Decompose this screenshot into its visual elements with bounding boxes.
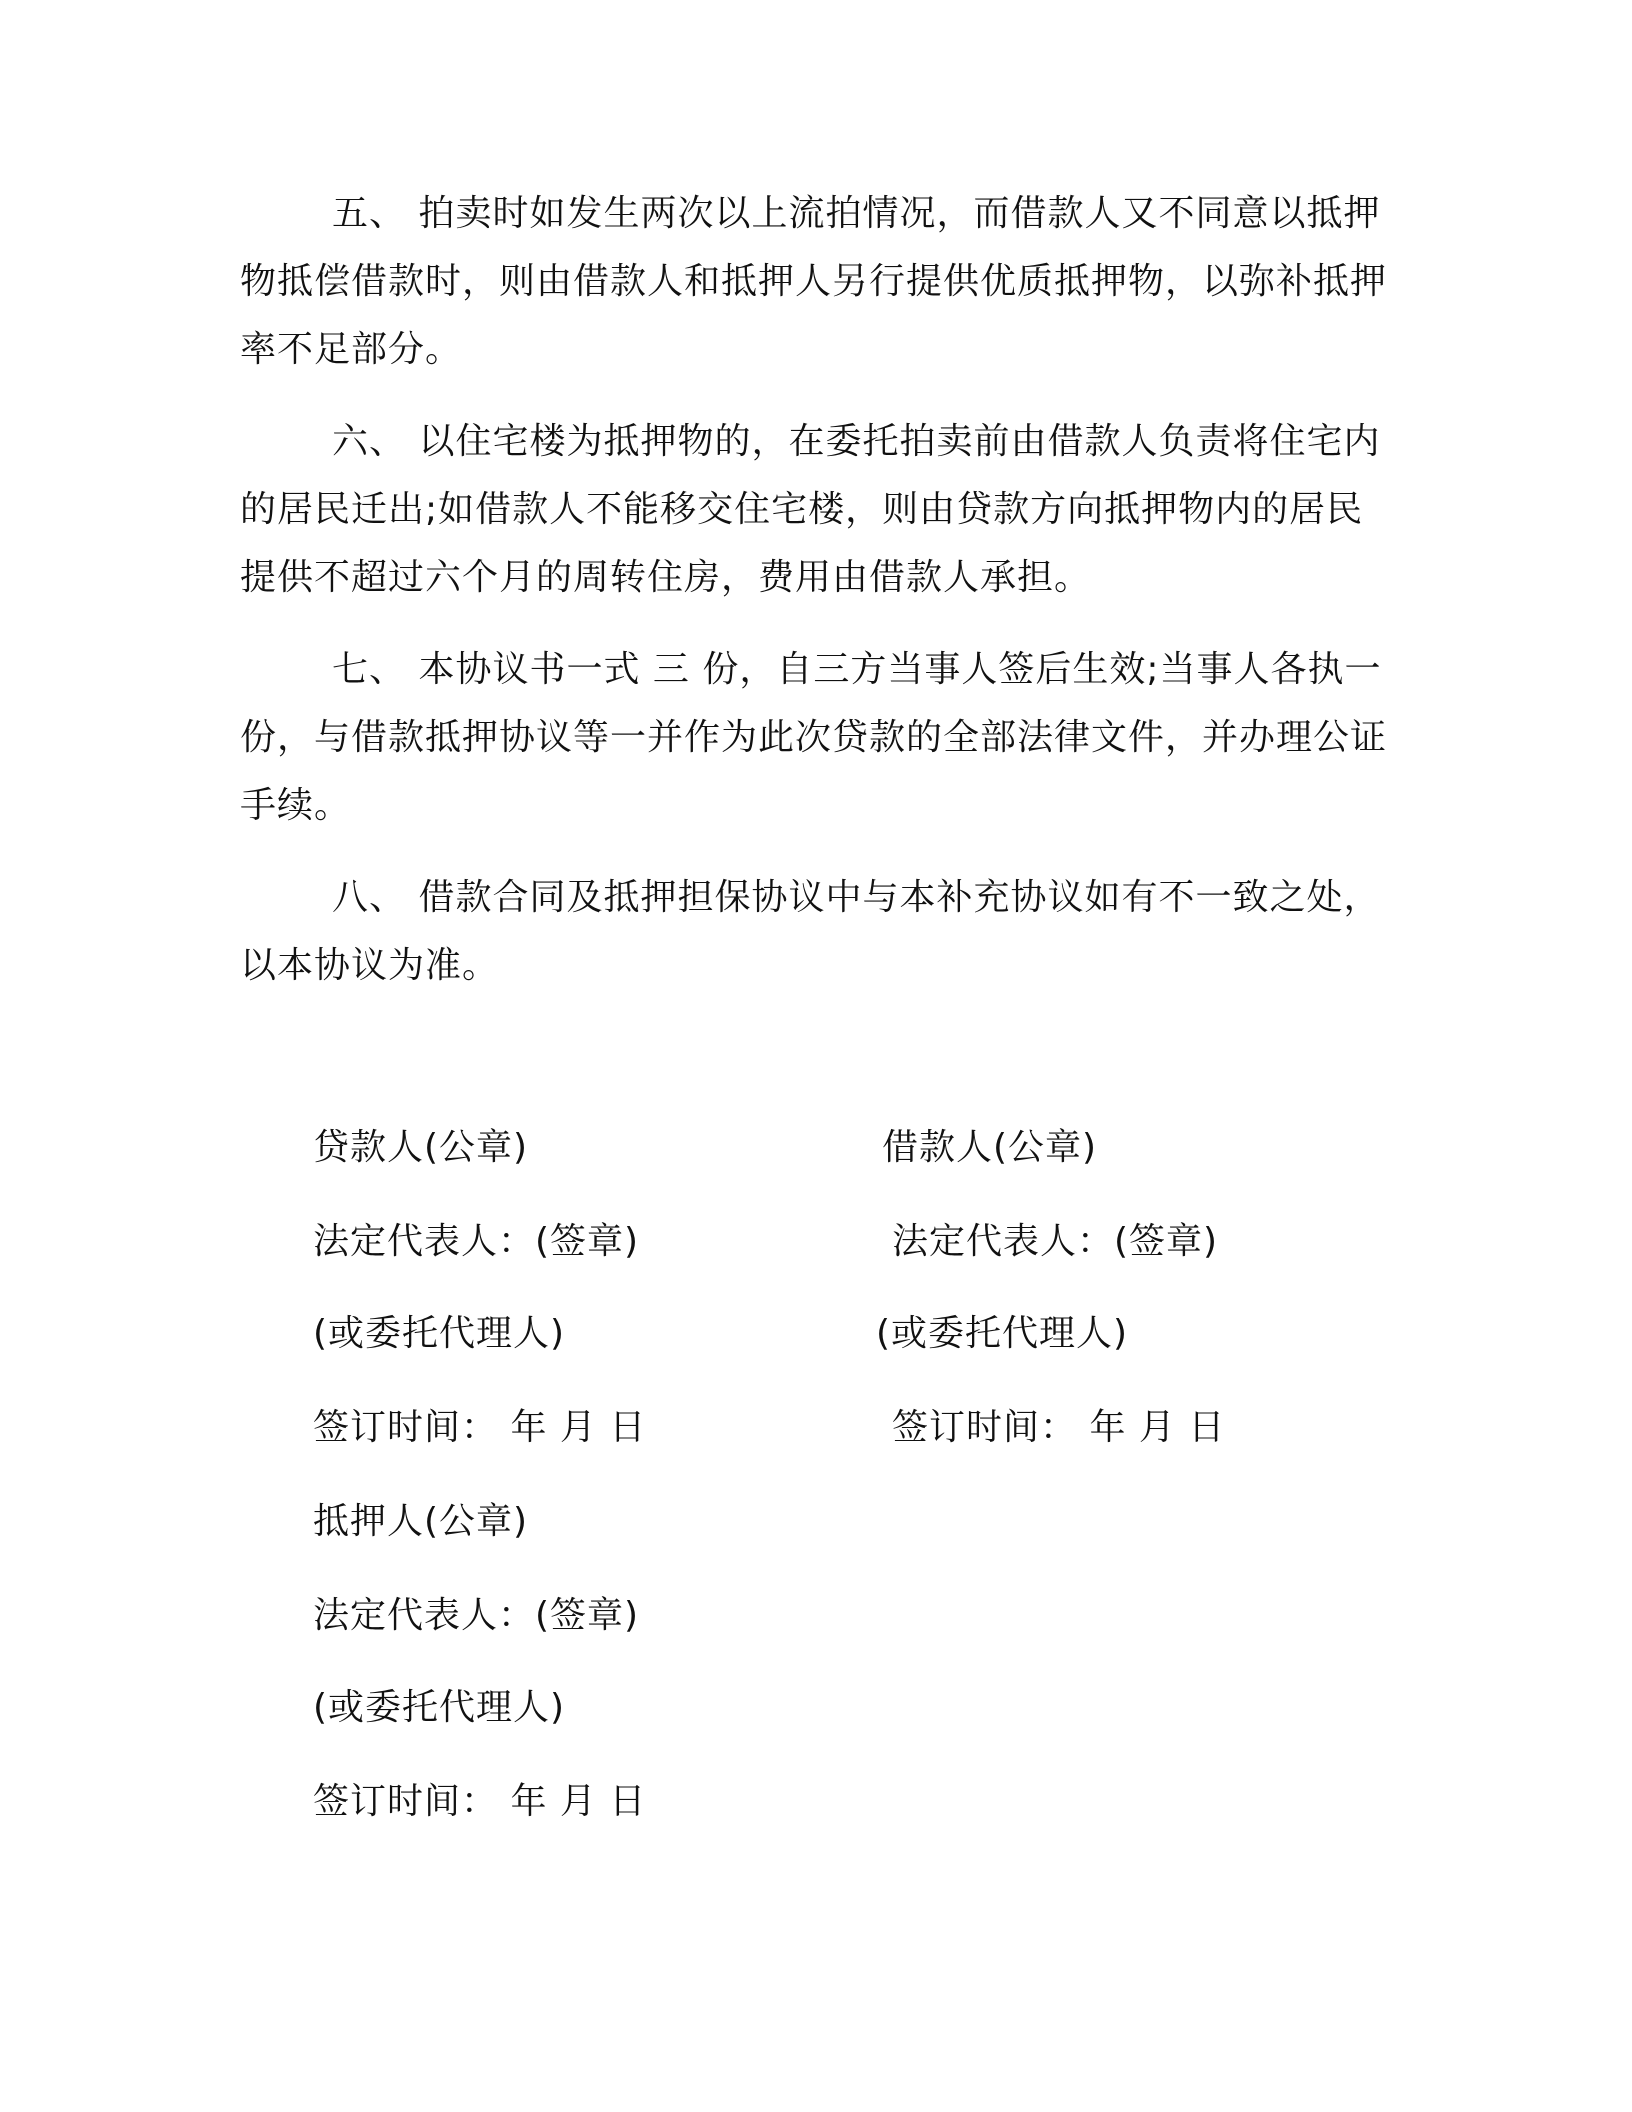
borrower-party: 借款人(公章) [882, 1127, 1098, 1168]
mortgagor-agent: (或委托代理人) [313, 1687, 566, 1728]
mortgagor-date: 签订时间： 年 月 日 [313, 1781, 647, 1822]
borrower-representative: 法定代表人：(签章) [892, 1221, 1219, 1262]
lender-agent: (或委托代理人) [313, 1313, 566, 1354]
clause-5: 五、 拍卖时如发生两次以上流拍情况，而借款人又不同意以抵押物抵偿借款时，则由借款人和抵押人另行提供优质抵押物，以弥补抵押率不足部分。 [240, 193, 1388, 370]
clause-6: 六、 以住宅楼为抵押物的，在委托拍卖前由借款人负责将住宅内的居民迁出;如借款人不能移交住宅楼，则由贷款方向抵押物内的居民提供不超过六个月的周转住房，费用由借款人承担。 [240, 421, 1381, 598]
lender-party: 贷款人(公章) [313, 1127, 529, 1168]
borrower-agent: (或委托代理人) [876, 1313, 1129, 1354]
mortgagor-representative: 法定代表人：(签章) [313, 1595, 640, 1636]
lender-representative: 法定代表人：(签章) [313, 1221, 640, 1262]
borrower-date: 签订时间： 年 月 日 [892, 1407, 1226, 1448]
mortgagor-party: 抵押人(公章) [313, 1501, 529, 1542]
clause-7: 七、 本协议书一式 三 份，自三方当事人签后生效;当事人各执一份，与借款抵押协议等一并作为此次贷款的全部法律文件，并办理公证手续。 [240, 649, 1388, 826]
lender-date: 签订时间： 年 月 日 [313, 1407, 647, 1448]
clause-8: 八、 借款合同及抵押担保协议中与本补充协议如有不一致之处，以本协议为准。 [240, 877, 1381, 986]
agreement-body [240, 180, 1390, 1024]
